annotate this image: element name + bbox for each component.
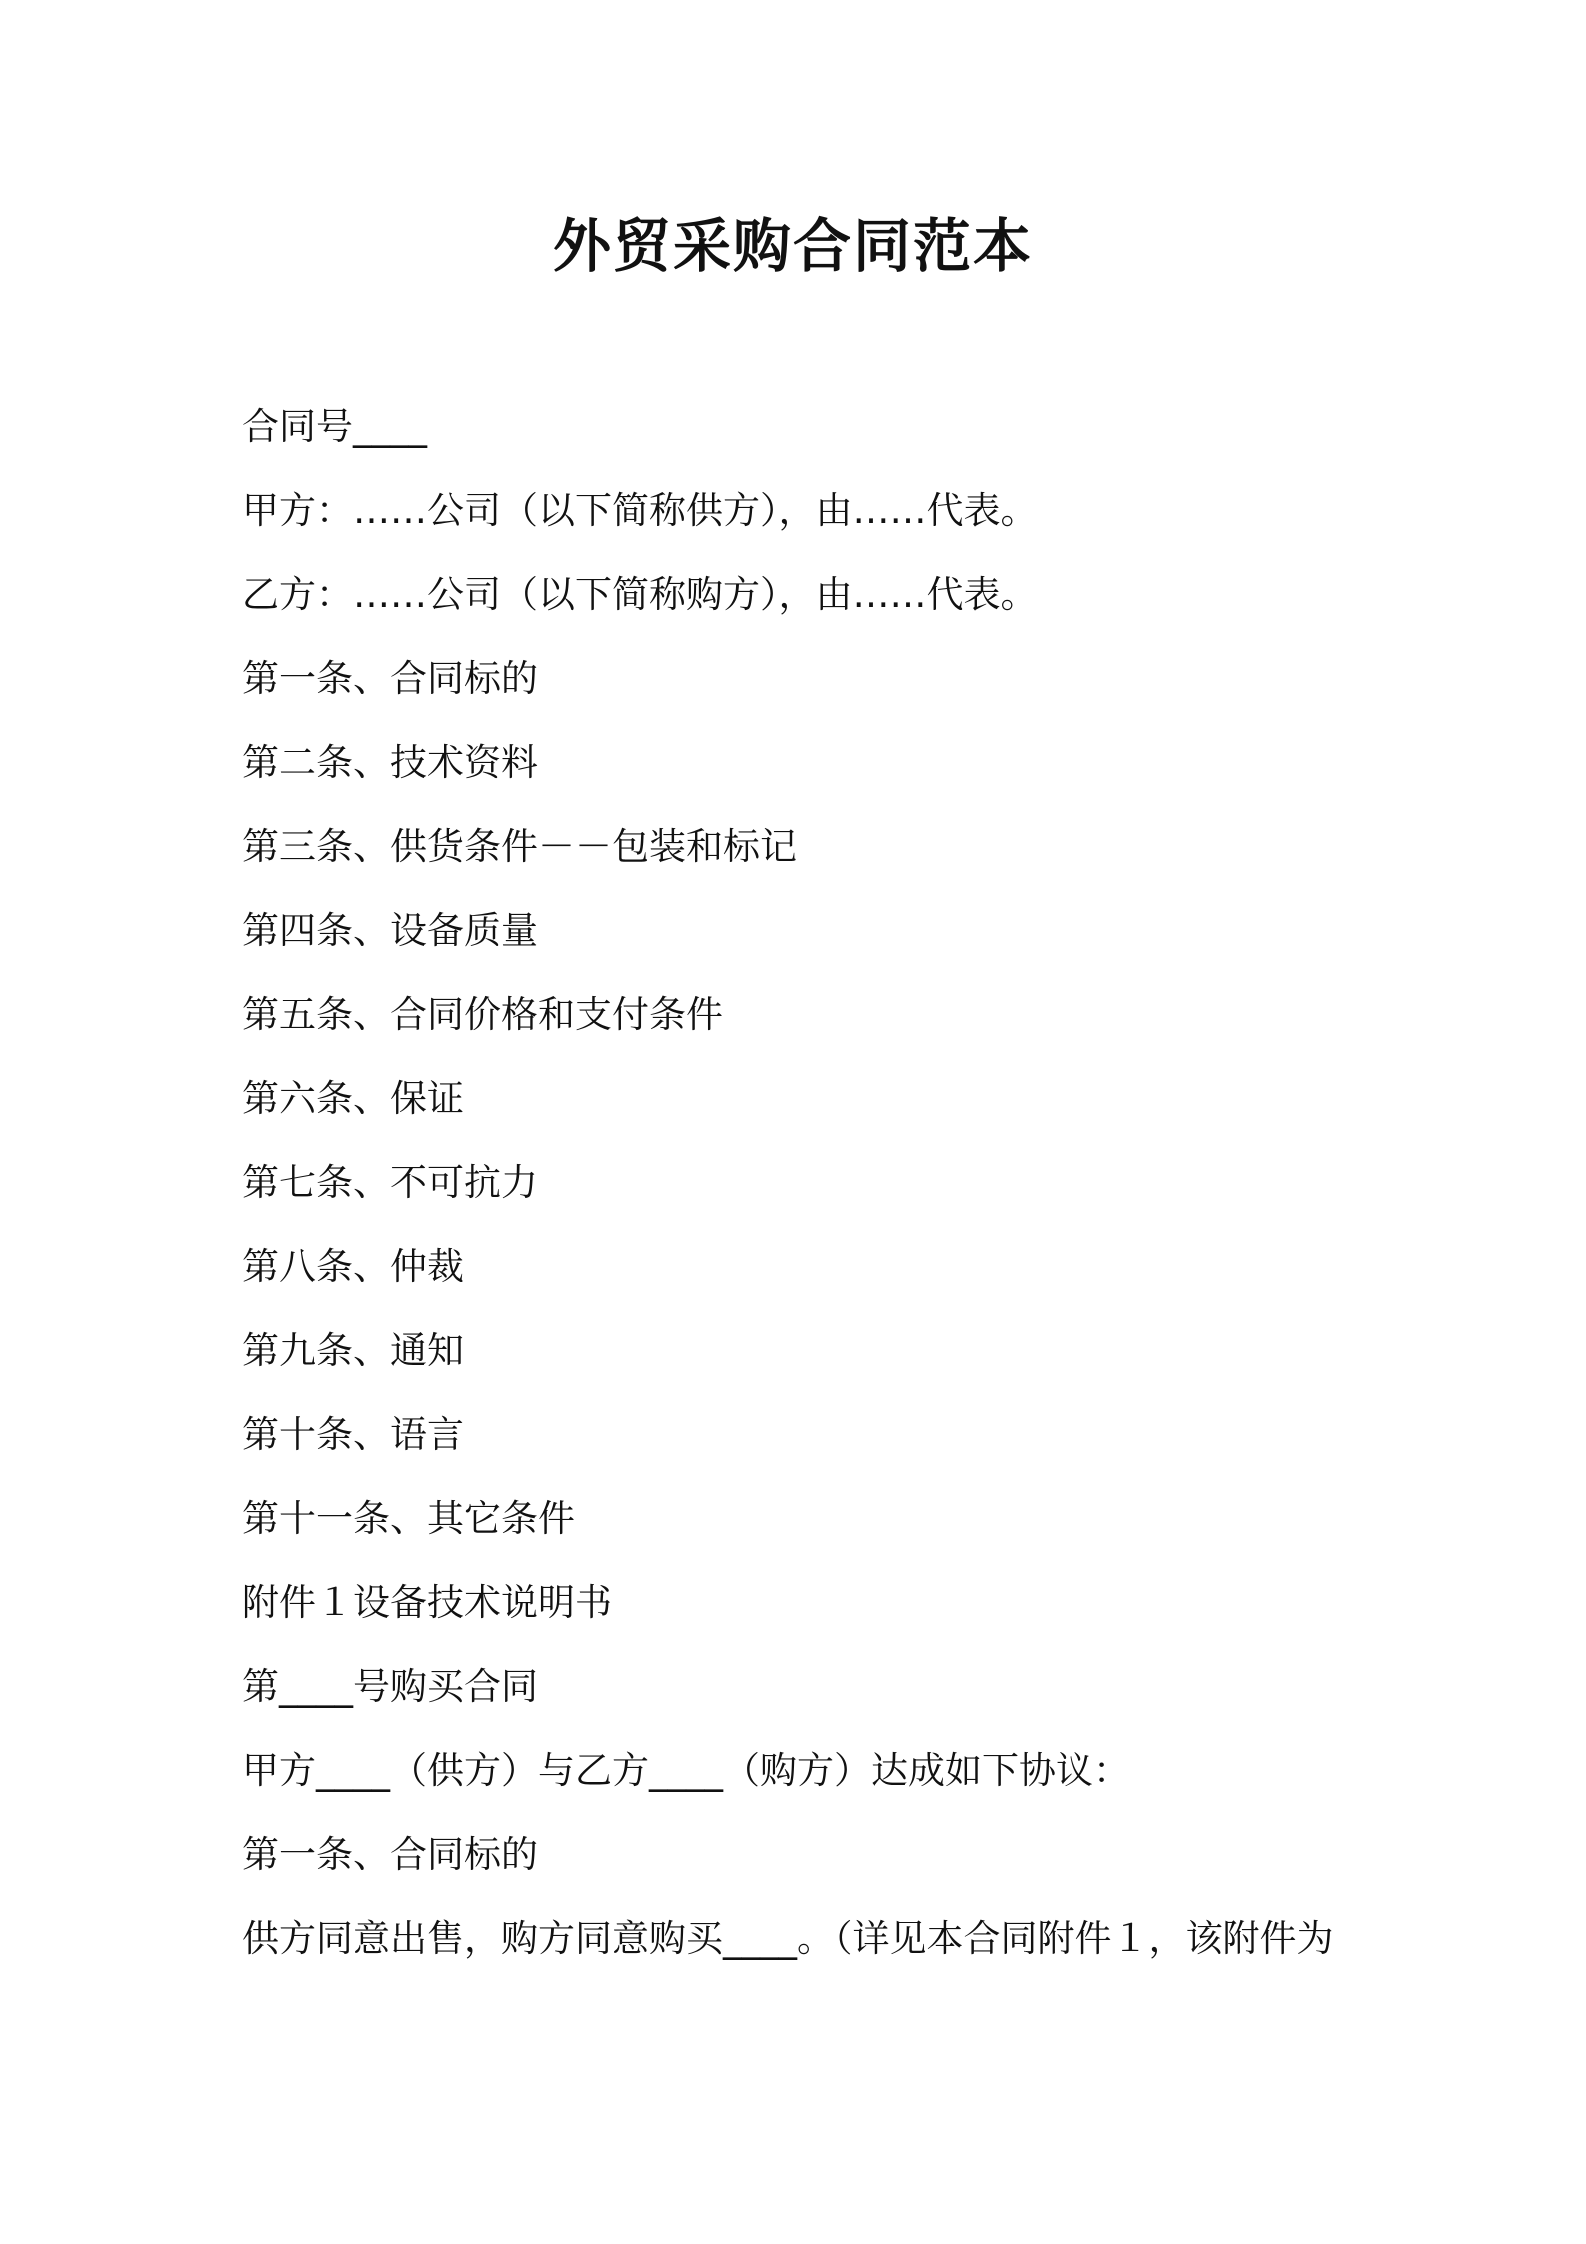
party-b-line: 乙方：……公司（以下简称购方），由……代表。: [242, 573, 1038, 616]
document-body: [242, 400, 1402, 1996]
article-1-heading: 第一条、合同标的: [242, 657, 538, 700]
article-11-heading: 第十一条、其它条件: [242, 1497, 575, 1540]
article-10-heading: 第十条、语言: [242, 1413, 464, 1456]
article-7-heading: 第七条、不可抗力: [242, 1161, 538, 1204]
appendix-1-heading: 附件１设备技术说明书: [242, 1581, 612, 1624]
agreement-intro-line: 甲方____（供方）与乙方____（购方）达成如下协议：: [242, 1749, 1130, 1792]
article-9-heading: 第九条、通知: [242, 1329, 464, 1372]
article-6-heading: 第六条、保证: [242, 1077, 464, 1120]
article-1-heading-repeat: 第一条、合同标的: [242, 1833, 538, 1876]
article-3-heading: 第三条、供货条件－－包装和标记: [242, 825, 797, 868]
article-2-heading: 第二条、技术资料: [242, 741, 538, 784]
purchase-contract-number-line: 第____号购买合同: [242, 1665, 538, 1708]
article-5-heading: 第五条、合同价格和支付条件: [242, 993, 723, 1036]
contract-number-line: 合同号____: [242, 405, 427, 448]
article-8-heading: 第八条、仲裁: [242, 1245, 464, 1288]
article-1-body-text: 供方同意出售，购方同意购买____。（详见本合同附件１，该附件为: [242, 1917, 1334, 1960]
article-4-heading: 第四条、设备质量: [242, 909, 538, 952]
document-title: 外贸采购合同范本: [552, 212, 1033, 280]
party-a-line: 甲方：……公司（以下简称供方），由……代表。: [242, 489, 1038, 532]
